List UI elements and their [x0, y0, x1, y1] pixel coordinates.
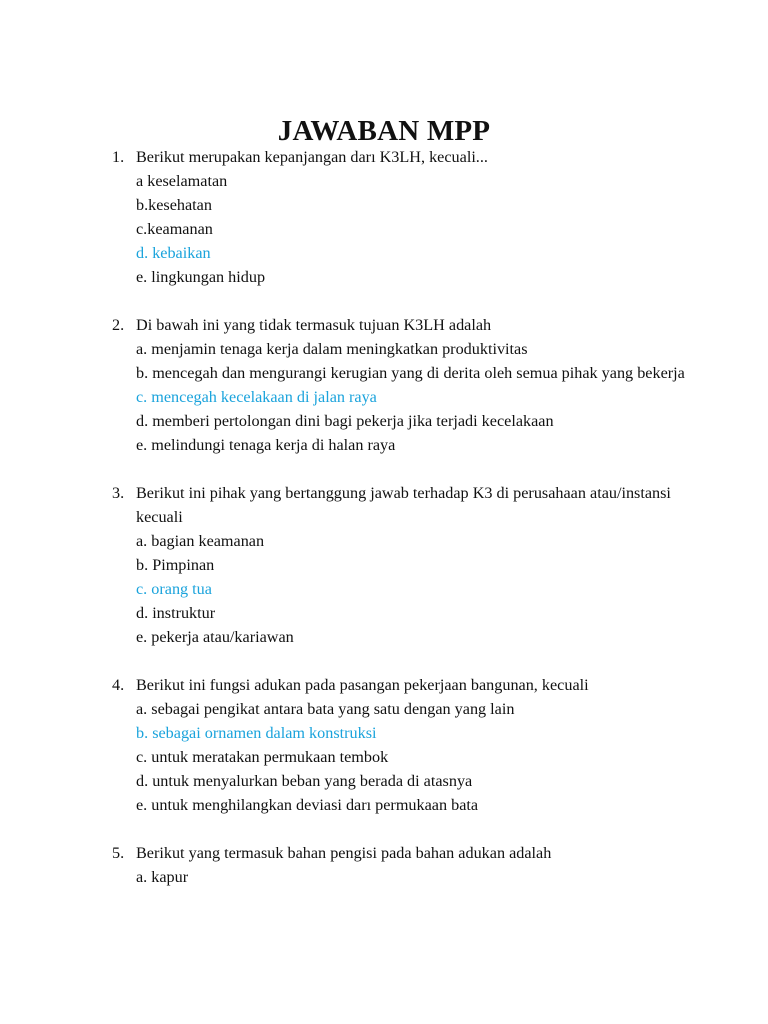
question-list [0, 145, 768, 913]
answer-option: a. sebagai pengikat antara bata yang satu dengan yang lain [136, 700, 515, 718]
correct-answer-option: c. mencegah kecelakaan di jalan raya [136, 388, 377, 406]
correct-answer-option: d. kebaikan [136, 244, 211, 262]
question-item [0, 673, 696, 817]
answer-option: b.kesehatan [136, 196, 212, 214]
answer-option: e. lingkungan hidup [136, 268, 266, 286]
question-number: 1. [112, 148, 125, 166]
correct-answer-option: b. sebagai ornamen dalam konstruksi [136, 724, 377, 742]
answer-option: e. melindungi tenaga kerja di halan raya [136, 436, 396, 454]
question-text: Berikut ini pihak yang bertanggung jawab terhadap K3 di perusahaan atau/instansi kecuali [136, 484, 671, 526]
question-text: Di bawah ini yang tidak termasuk tujuan K3LH adalah [136, 316, 492, 334]
answer-option: a. menjamin tenaga kerja dalam meningkatkan produktivitas [136, 340, 528, 358]
question-item [0, 313, 696, 457]
answer-option: e. untuk menghilangkan deviasi darı permukaan bata [136, 796, 479, 814]
question-number: 2. [112, 316, 125, 334]
answer-option: c.keamanan [136, 220, 213, 238]
answer-option: a. kapur [136, 868, 189, 886]
question-number: 4. [112, 676, 125, 694]
question-number: 5. [112, 844, 125, 862]
answer-option: d. untuk menyalurkan beban yang berada di atasnya [136, 772, 473, 790]
question-item [0, 145, 696, 289]
answer-option: a keselamatan [136, 172, 228, 190]
question-text: Berikut yang termasuk bahan pengisi pada bahan adukan adalah [136, 844, 552, 862]
question-text: Berikut merupakan kepanjangan darı K3LH, kecuali... [136, 148, 488, 166]
question-number: 3. [112, 484, 125, 502]
question-item [0, 841, 696, 889]
answer-option: c. untuk meratakan permukaan tembok [136, 748, 389, 766]
question-text: Berikut ini fungsi adukan pada pasangan pekerjaan bangunan, kecuali [136, 676, 589, 694]
correct-answer-option: c. orang tua [136, 580, 212, 598]
answer-option: d. instruktur [136, 604, 216, 622]
answer-option: e. pekerja atau/kariawan [136, 628, 294, 646]
answer-option: d. memberi pertolongan dini bagi pekerja jika terjadi kecelakaan [136, 412, 554, 430]
page-title: JAWABAN MPP [277, 115, 491, 148]
answer-option: b. Pimpinan [136, 556, 215, 574]
answer-option: b. mencegah dan mengurangi kerugian yang di derita oleh semua pihak yang bekerja [136, 364, 685, 382]
question-item [0, 481, 696, 649]
answer-option: a. bagian keamanan [136, 532, 265, 550]
